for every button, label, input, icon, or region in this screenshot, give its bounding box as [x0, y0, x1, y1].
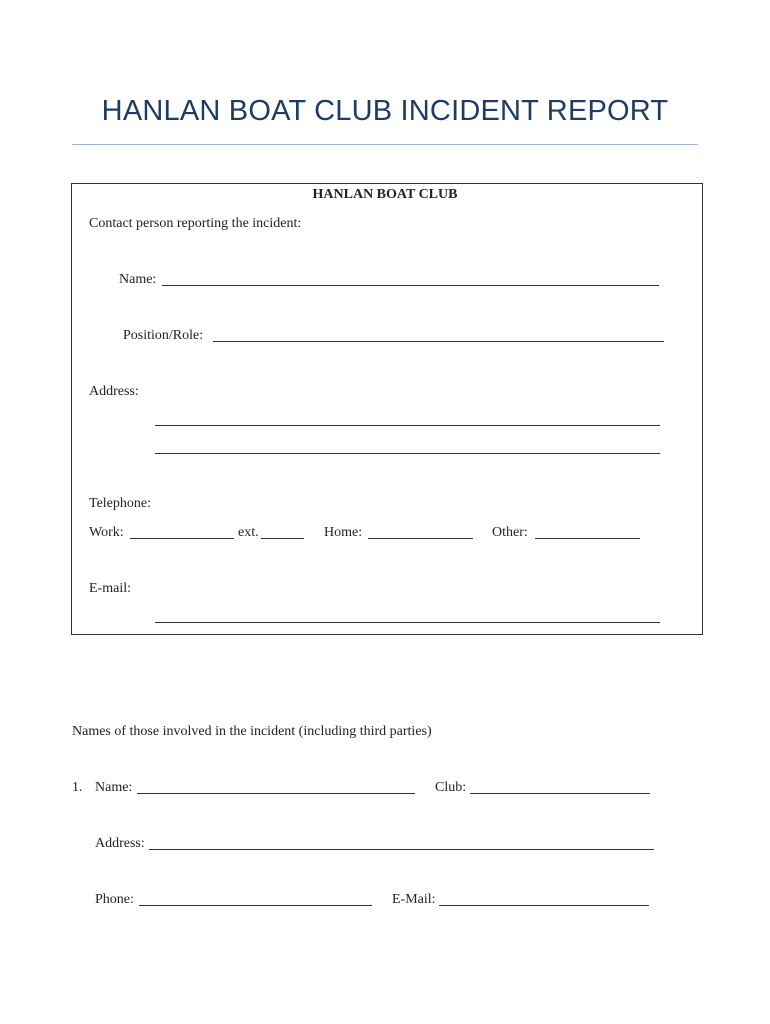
other-phone-field[interactable] [535, 538, 640, 539]
involved-phone-field[interactable] [139, 905, 372, 906]
email-field[interactable] [155, 622, 660, 623]
involved-name-field[interactable] [137, 793, 415, 794]
address-field-line-2[interactable] [155, 453, 660, 454]
title-underline [72, 144, 698, 145]
address-field-line-1[interactable] [155, 425, 660, 426]
work-phone-label: Work: [89, 525, 124, 540]
involved-name-label: Name: [95, 780, 133, 795]
involved-address-field[interactable] [149, 849, 654, 850]
ext-label: ext. [238, 525, 259, 540]
work-phone-field[interactable] [130, 538, 234, 539]
involved-email-field[interactable] [439, 905, 649, 906]
involved-phone-label: Phone: [95, 892, 134, 907]
name-field[interactable] [162, 285, 659, 286]
address-label: Address: [89, 384, 139, 399]
list-number: 1. [72, 780, 83, 795]
home-phone-label: Home: [324, 525, 363, 540]
involved-email-label: E-Mail: [392, 892, 436, 907]
ext-field[interactable] [261, 538, 304, 539]
other-phone-label: Other: [492, 525, 528, 540]
club-field[interactable] [470, 793, 650, 794]
involved-heading: Names of those involved in the incident (including third parties) [72, 724, 432, 739]
position-field[interactable] [213, 341, 664, 342]
involved-address-label: Address: [95, 836, 145, 851]
contact-intro: Contact person reporting the incident: [89, 216, 302, 231]
home-phone-field[interactable] [368, 538, 473, 539]
name-label: Name: [119, 272, 157, 287]
telephone-label: Telephone: [89, 496, 151, 511]
club-label: Club: [435, 780, 467, 795]
email-label: E-mail: [89, 581, 131, 596]
document-title: HANLAN BOAT CLUB INCIDENT REPORT [101, 95, 669, 127]
box-heading: HANLAN BOAT CLUB [312, 187, 458, 202]
contact-box [71, 183, 703, 635]
position-label: Position/Role: [123, 328, 204, 343]
